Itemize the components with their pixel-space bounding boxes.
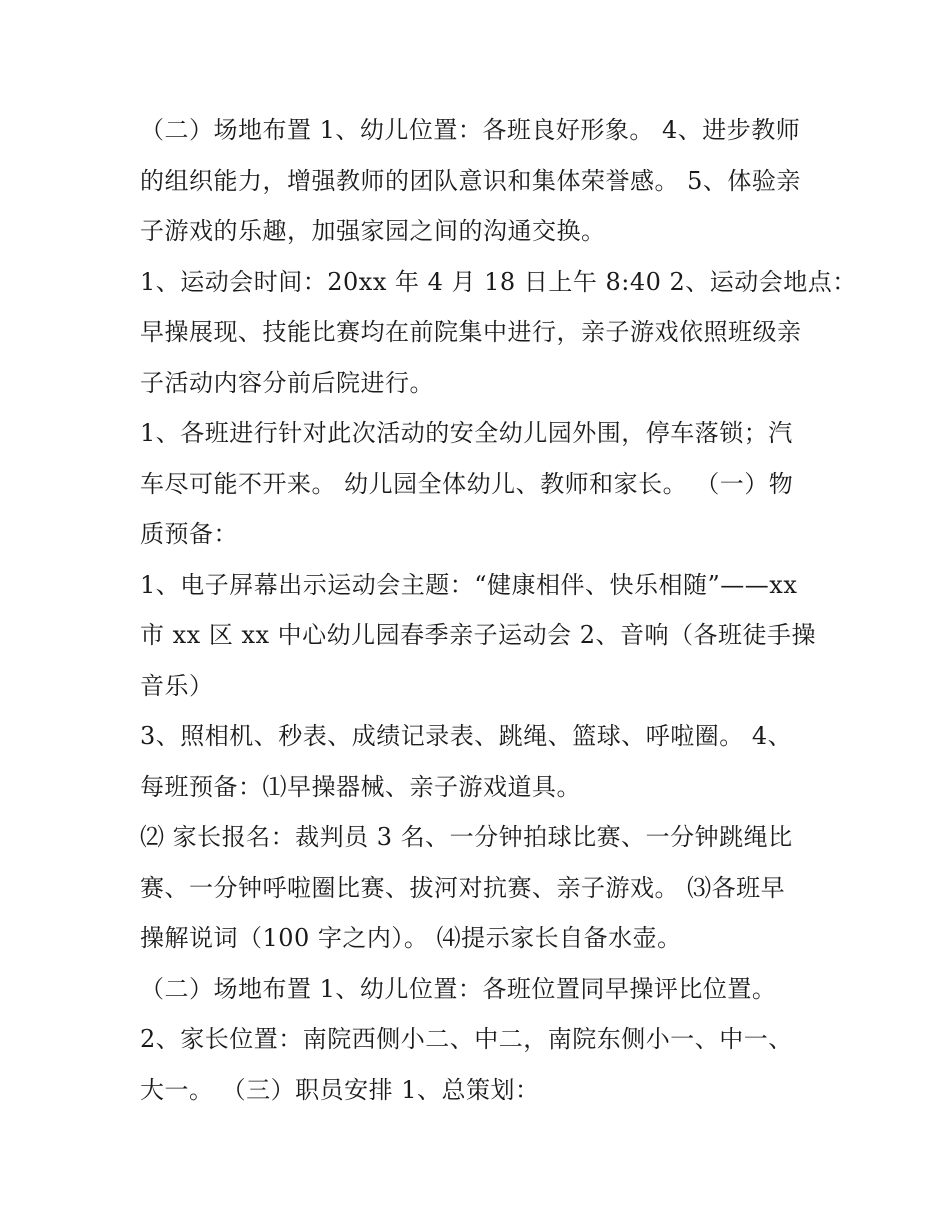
text-line: 赛、一分钟呼啦圈比赛、拔河对抗赛、亲子游戏。 ⑶各班早 <box>140 873 786 902</box>
text-line: 大一。 （三）职员安排 1、总策划： <box>140 1075 540 1104</box>
text-line: 子活动内容分前后院进行。 <box>140 368 434 397</box>
text-line: （二）场地布置 1、幼儿位置：各班良好形象。 4、进步教师 <box>140 116 801 144</box>
text-line: 2、家长位置：南院西侧小二、中二，南院东侧小一、中一、 <box>140 1025 793 1053</box>
text-line: 子游戏的乐趣，加强家园之间的沟通交换。 <box>140 217 606 245</box>
text-line: （二）场地布置 1、幼儿位置：各班位置同早操评比位置。 <box>140 974 777 1003</box>
text-line: 1、各班进行针对此次活动的安全幼儿园外围，停车落锁；汽 <box>140 419 793 447</box>
text-line: 每班预备：⑴早操器械、亲子游戏道具。 <box>140 772 581 801</box>
document-body <box>140 105 857 1115</box>
text-line: 质预备： <box>140 520 238 548</box>
text-line: 3、照相机、秒表、成绩记录表、跳绳、篮球、呼啦圈。 4、 <box>140 722 793 750</box>
text-line: 操解说词（100 字之内）。 ⑷提示家长自备水壶。 <box>140 924 682 952</box>
text-line: 的组织能力，增强教师的团队意识和集体荣誉感。 5、体验亲 <box>140 166 801 195</box>
text-line: 早操展现、技能比赛均在前院集中进行，亲子游戏依照班级亲 <box>140 318 802 346</box>
text-line: 车尽可能不开来。 幼儿园全体幼儿、教师和家长。 （一）物 <box>140 469 794 498</box>
text-line: 1、运动会时间：20xx 年 4 月 18 日上午 8:40 2、运动会地点： <box>140 267 857 296</box>
text-line: 音乐） <box>140 671 214 700</box>
text-line: 市 xx 区 xx 中心幼儿园春季亲子运动会 2、音响（各班徒手操 <box>140 621 817 649</box>
text-line: ⑵ 家长报名：裁判员 3 名、一分钟拍球比赛、一分钟跳绳比 <box>140 823 793 851</box>
text-line: 1、电子屏幕出示运动会主题：“健康相伴、快乐相随”——xx <box>140 570 798 599</box>
